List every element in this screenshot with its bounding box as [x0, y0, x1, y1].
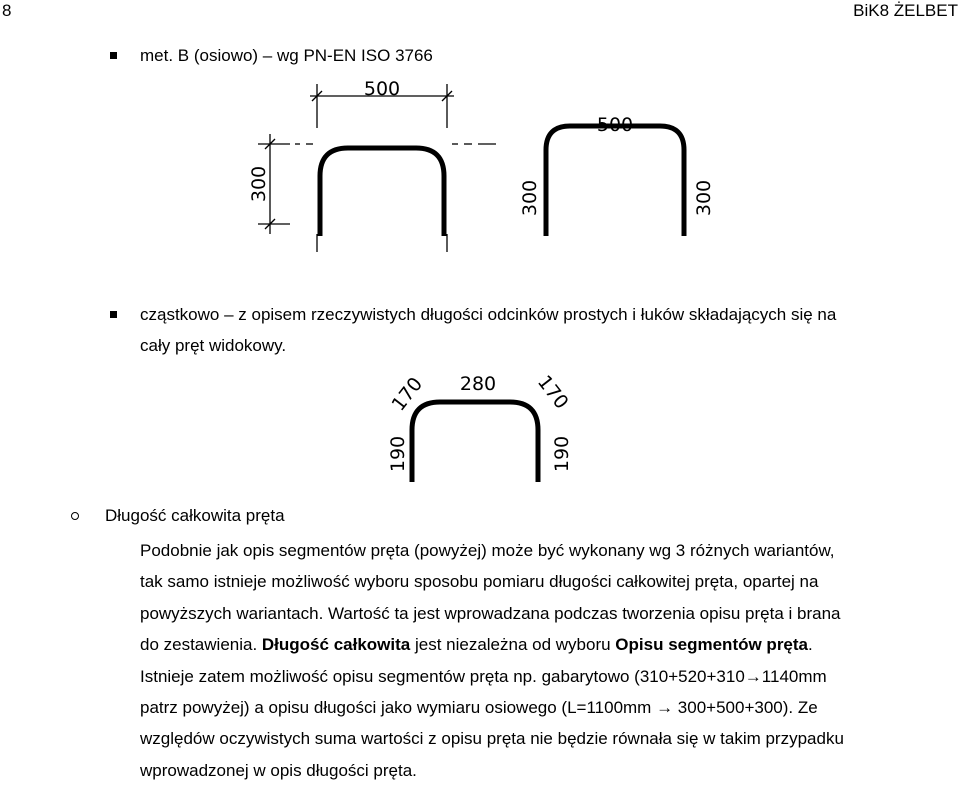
bullet-text-2-line-1: cząstkowo – z opisem rzeczywistych długości odcinków prostych i łuków składających się na: [140, 305, 837, 324]
paragraph-line: do zestawienia. Długość całkowita jest niezależna od wyboru Opisu segmentów pręta.: [140, 635, 813, 655]
segment-label-top: 280: [459, 373, 497, 395]
paragraph-line: powyższych wariantach. Wartość ta jest wprowadzana podczas tworzenia opisu pręta i brana: [140, 603, 841, 623]
circle-bullet-icon: [71, 512, 79, 520]
segment-label-arc-right: 170: [532, 371, 573, 414]
square-bullet-icon: [110, 311, 117, 318]
segment-label-arc-left: 170: [387, 373, 428, 416]
term-segment-description: Opisu segmentów pręta: [615, 635, 808, 655]
dim-label-side-left: 300: [248, 165, 270, 203]
dim-label-side-right-1: 300: [519, 179, 541, 217]
paragraph-line: wprowadzonej w opis długości pręta.: [140, 760, 417, 780]
page-number: 8: [2, 1, 12, 20]
running-title: BiK8 ŻELBET: [853, 1, 958, 20]
paragraph-line: Podobnie jak opis segmentów pręta (powyżej) może być wykonany wg 3 różnych wariantów,: [140, 541, 835, 560]
square-bullet-icon: [110, 52, 117, 59]
dim-label-top-left: 500: [363, 78, 401, 100]
figure-bar-dimensions-outer: [240, 76, 720, 256]
paragraph-line: Istnieje zatem możliwość opisu segmentów pręta np. gabarytowo (310+520+310→1140mm: [140, 666, 827, 686]
term-total-length: Długość całkowita: [261, 635, 411, 655]
dim-label-top-right: 500: [596, 114, 634, 136]
dim-label-side-right-2: 300: [693, 179, 715, 217]
figure-bar-segments: [360, 364, 600, 488]
bullet-text-1: met. B (osiowo) – wg PN-EN ISO 3766: [140, 46, 433, 65]
paragraph-line: tak samo istnieje możliwość wyboru sposobu pomiaru długości całkowitej pręta, opartej na: [140, 572, 819, 592]
bullet-text-2-line-2: cały pręt widokowy.: [140, 336, 287, 355]
paragraph-line: patrz powyżej) a opisu długości jako wymiaru osiowego (L=1100mm → 300+500+300). Ze: [140, 698, 818, 718]
segment-label-side-right: 190: [551, 435, 573, 473]
section-paragraph: [140, 535, 958, 786]
segment-label-side-left: 190: [387, 435, 409, 473]
paragraph-line: względów oczywistych suma wartości z opisu pręta nie będzie równała się w takim przypadku: [140, 729, 844, 749]
section-title: Długość całkowita pręta: [105, 506, 285, 525]
